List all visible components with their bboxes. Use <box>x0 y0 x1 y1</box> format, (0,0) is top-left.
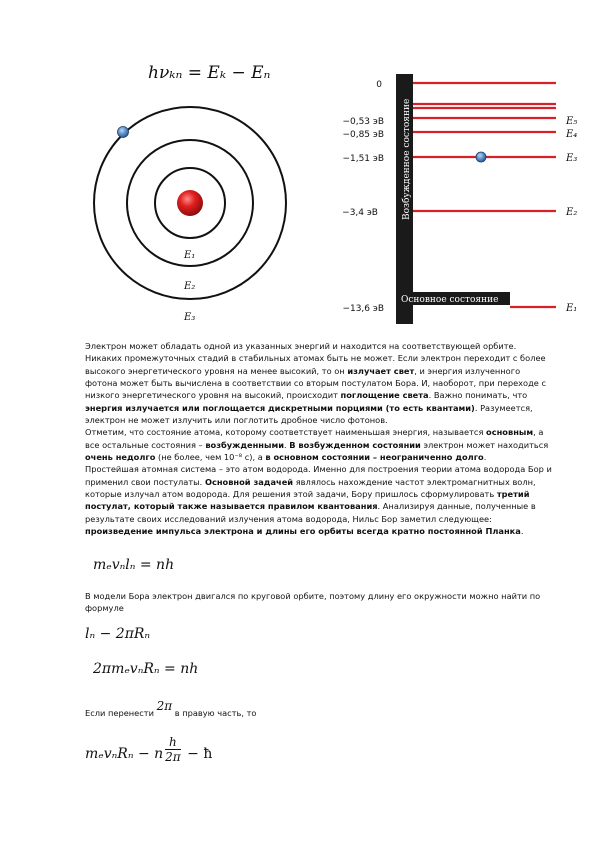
text-run: . <box>483 452 487 463</box>
level-lines <box>413 83 556 307</box>
emphasis-excited: возбужденными <box>205 439 284 450</box>
level-name-e3: E₃ <box>566 153 578 164</box>
emphasis-absorbs-light: поглощение света <box>340 390 429 401</box>
text-run: в правую часть, то <box>172 708 257 718</box>
level-name-e5: E₅ <box>566 116 578 127</box>
emphasis-ground: основным <box>486 427 534 438</box>
emphasis-emits-light: излучает свет <box>347 365 415 376</box>
text-run: , а все остальные состояния – <box>85 427 544 450</box>
text-run: . Важно понимать, что <box>428 390 528 401</box>
caption-circular-orbit: В модели Бора электрон двигался по круговой орбите, поэтому длину его окружности можно найти по формуле <box>85 591 541 614</box>
text-run: Если перенести <box>85 708 157 718</box>
energy-label-0: 0 <box>376 80 382 90</box>
emphasis-quantization-rule: произведение импульса электрона и длины его орбиты всегда кратно постоянной Планка <box>85 526 521 537</box>
text-run: (не более, чем 10⁻⁸ с), а <box>155 452 266 463</box>
orbit-label-e3: E₃ <box>184 312 196 323</box>
text-run: Отметим, что состояние атома, которому соответствует наименьшая энергия, называется <box>85 427 487 438</box>
paragraph-hydrogen <box>85 463 555 537</box>
energy-label-e5: −0,53 эВ <box>342 117 384 127</box>
text-run: . <box>520 526 524 537</box>
ground-state-label: Основное состояние <box>401 295 499 305</box>
text-run: электрон может находиться <box>420 439 549 450</box>
emphasis-third-postulate: третий постулат, который также называется правилом квантования <box>85 489 530 512</box>
energy-label-e4: −0,85 эВ <box>342 130 384 140</box>
caption-move-2pi <box>85 699 555 719</box>
energy-label-e1: −13,6 эВ <box>342 304 384 314</box>
electron-on-orbit <box>118 127 129 138</box>
text-run: являлось нахождение частот электромагнитных волн, которые излучал атом водорода. Для решения этой задачи, Бору пришлось сформулировать <box>85 476 536 500</box>
formula-combined: 2πmₑvₙRₙ = nh <box>93 661 199 677</box>
emphasis-in-excited: В возбужденном состоянии <box>289 439 421 450</box>
formula-right: − ħ <box>182 745 213 762</box>
energy-level-diagram <box>342 74 577 324</box>
formula-orbit-length: lₙ − 2πRₙ <box>85 626 151 642</box>
formula-quantization: mₑvₙlₙ = nh <box>93 557 175 573</box>
text-run: . <box>284 439 290 450</box>
energy-label-e2: −3,4 эВ <box>342 208 378 218</box>
body-text <box>85 340 555 538</box>
text-run: Электрон может обладать одной из указанных энергий и находится на соответствующей орбите. Никаких промежуточных стадий в стабильных атомах быть не может. Если электрон переходит с более высокого энергетического уровня на менее высокий, то он <box>85 341 546 376</box>
figure-title-formula: hνₖₙ = Eₖ − Eₙ <box>148 63 271 83</box>
orbit-label-e1: E₁ <box>184 250 196 261</box>
emphasis-very-short: очень недолго <box>85 452 156 463</box>
emphasis-ground-unlimited: в основном состоянии – неограниченно долго <box>265 452 484 463</box>
formula-left: mₑvₙRₙ − n <box>85 745 164 762</box>
fraction <box>165 735 181 764</box>
emphasis-main-task: Основной задачей <box>204 476 294 487</box>
paragraph-energy-levels <box>85 340 555 426</box>
formula-angular-momentum <box>85 735 212 769</box>
text-run: . Разумеется, электрон не может излучить или поглотить дробное число фотонов. <box>85 402 533 426</box>
text-run: , и энергия излученного фотона может быть вычислена в соответствии со вторым постулатом Бора. И, наоборот, при переходе с низкого энергетического уровня на высокий, происходит <box>85 365 547 401</box>
energy-label-e3: −1,51 эВ <box>342 154 384 164</box>
level-name-e2: E₂ <box>566 207 578 218</box>
nucleus <box>177 190 203 216</box>
electron-on-level-e3 <box>476 152 486 162</box>
emphasis-quanta: энергия излучается или поглощается дискретными порциями (то есть квантами) <box>85 402 475 413</box>
level-name-e1: E₁ <box>566 303 578 314</box>
fraction-numerator: h <box>165 735 181 750</box>
level-name-e4: E₄ <box>566 129 578 140</box>
text-run: . Анализируя данные, полученные в результате своих исследований излучения атома водорода, Нильс Бор заметил следующее: <box>85 501 536 524</box>
excited-state-label: Возбужденное состояние <box>402 98 412 220</box>
orbit-label-e2: E₂ <box>184 281 196 292</box>
text-run: Простейшая атомная система – это атом водорода. Именно для построения теории атома водорода Бор и применил свои постулаты. <box>85 464 552 487</box>
bohr-model-figure <box>0 0 595 335</box>
inline-2pi: 2π <box>156 699 173 713</box>
fraction-denominator: 2π <box>165 750 181 764</box>
paragraph-ground-state <box>85 426 555 463</box>
